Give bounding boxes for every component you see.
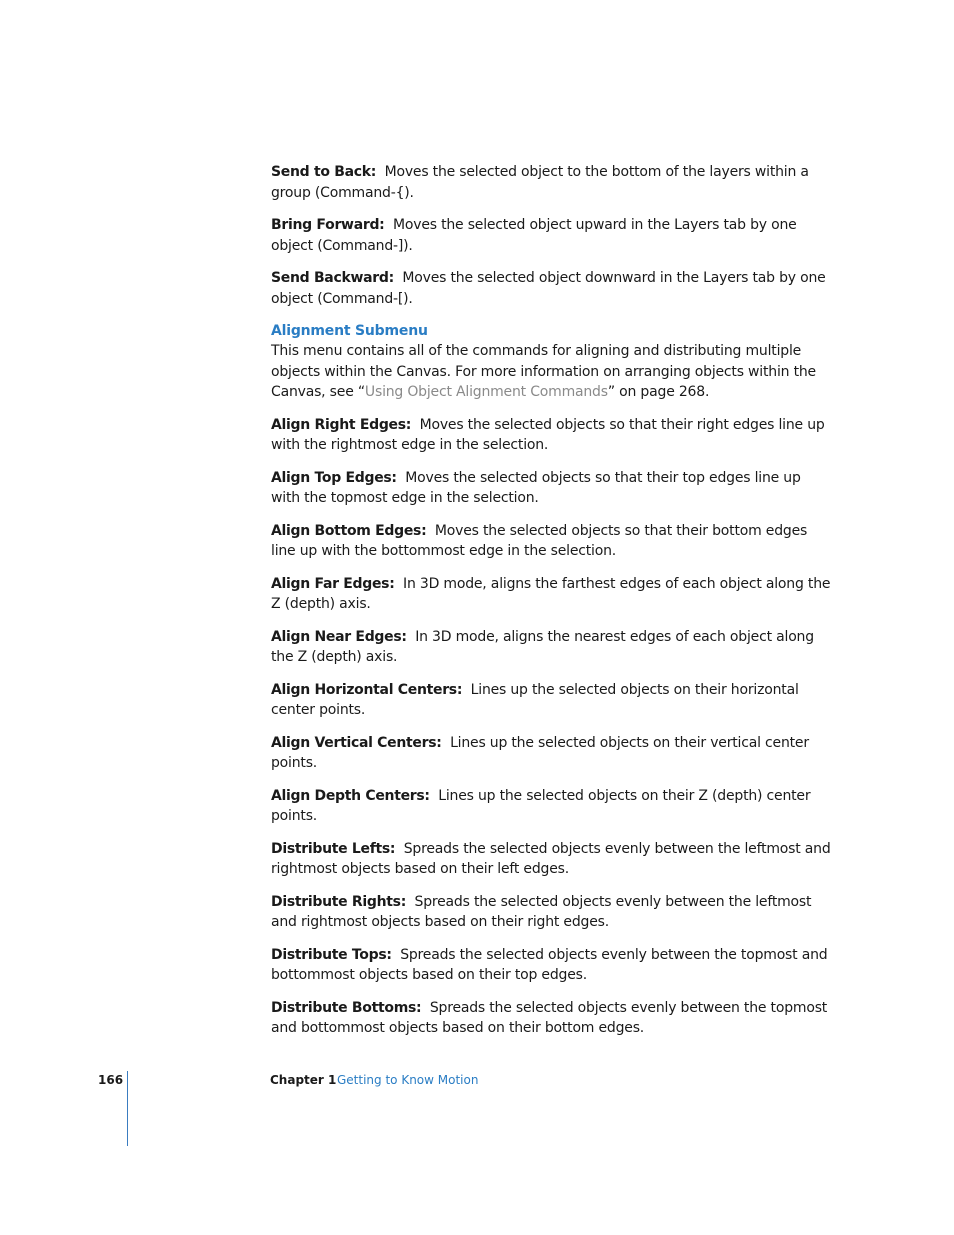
cross-reference-link[interactable]: Using Object Alignment Commands [364,384,608,400]
entry-bring-forward [271,215,831,256]
entry-desc: In 3D mode, aligns the nearest edges of each object along the Z (depth) axis. [271,628,814,665]
footer-divider [127,1071,128,1146]
entry-term: Align Top Edges: [271,469,397,486]
entry-term: Align Depth Centers: [271,787,430,804]
entry-desc: Moves the selected object downward in the Layers tab by one object (Command-[). [271,270,826,307]
entry-term: Bring Forward: [271,217,385,233]
entry-desc: Moves the selected object to the bottom of the layers within a group (Command-{). [271,164,809,201]
entry-term: Align Vertical Centers: [271,734,442,751]
entry-desc: Lines up the selected objects on their horizontal center points. [271,681,799,718]
entry-desc: Moves the selected objects so that their right edges line up with the rightmost edge in the selection. [271,416,825,453]
entry-term: Distribute Rights: [271,893,406,910]
entry-term: Distribute Bottoms: [271,999,422,1016]
entry-desc: In 3D mode, aligns the farthest edges of each object along the Z (depth) axis. [271,575,831,612]
entry-desc: Moves the selected object upward in the Layers tab by one object (Command-]). [271,217,797,254]
entry-term: Align Near Edges: [271,628,407,645]
entry-term: Send to Back: [271,164,377,180]
entry-send-to-back [271,162,831,203]
section-intro [271,341,831,403]
entry-align-near-edges [271,627,831,668]
entry-align-right-edges [271,415,831,456]
entry-align-far-edges [271,574,831,615]
entry-desc: Spreads the selected objects evenly between the topmost and bottommost objects based on their bottom edges. [271,999,828,1036]
entry-align-depth-centers [271,786,831,827]
chapter-title: Getting to Know Motion [337,1073,479,1087]
entry-distribute-rights [271,892,831,933]
intro-text-after: ” on page 268. [607,384,710,400]
entry-term: Align Far Edges: [271,575,395,592]
entry-desc: Moves the selected objects so that their top edges line up with the topmost edge in the selection. [271,469,801,506]
page-content [271,162,831,1051]
entry-align-bottom-edges [271,521,831,562]
entry-term: Align Right Edges: [271,416,412,433]
entry-align-top-edges [271,468,831,509]
entry-term: Distribute Lefts: [271,840,396,857]
entry-term: Distribute Tops: [271,946,392,963]
entry-desc: Lines up the selected objects on their vertical center points. [271,734,809,771]
entry-term: Align Bottom Edges: [271,522,427,539]
chapter-label: Chapter 1 [270,1073,337,1087]
entry-distribute-lefts [271,839,831,880]
entry-desc: Spreads the selected objects evenly between the topmost and bottommost objects based on their top edges. [271,946,828,983]
page-number: 166 [98,1073,124,1087]
entry-send-backward [271,268,831,309]
entry-desc: Lines up the selected objects on their Z (depth) center points. [271,787,811,824]
section-heading: Alignment Submenu [271,323,428,339]
entry-align-vertical-centers [271,733,831,774]
entry-desc: Moves the selected objects so that their bottom edges line up with the bottommost edge in the selection. [271,522,808,559]
entry-distribute-bottoms [271,998,831,1039]
intro-text-before: This menu contains all of the commands for aligning and distributing multiple objects within the Canvas. For more information on arranging objects within the Canvas, see “ [271,343,816,400]
entry-term: Align Horizontal Centers: [271,681,463,698]
entry-desc: Spreads the selected objects evenly between the leftmost and rightmost objects based on their right edges. [271,893,812,930]
entry-align-horizontal-centers [271,680,831,721]
entry-desc: Spreads the selected objects evenly between the leftmost and rightmost objects based on their left edges. [271,840,831,877]
entry-term: Send Backward: [271,270,394,286]
entry-distribute-tops [271,945,831,986]
